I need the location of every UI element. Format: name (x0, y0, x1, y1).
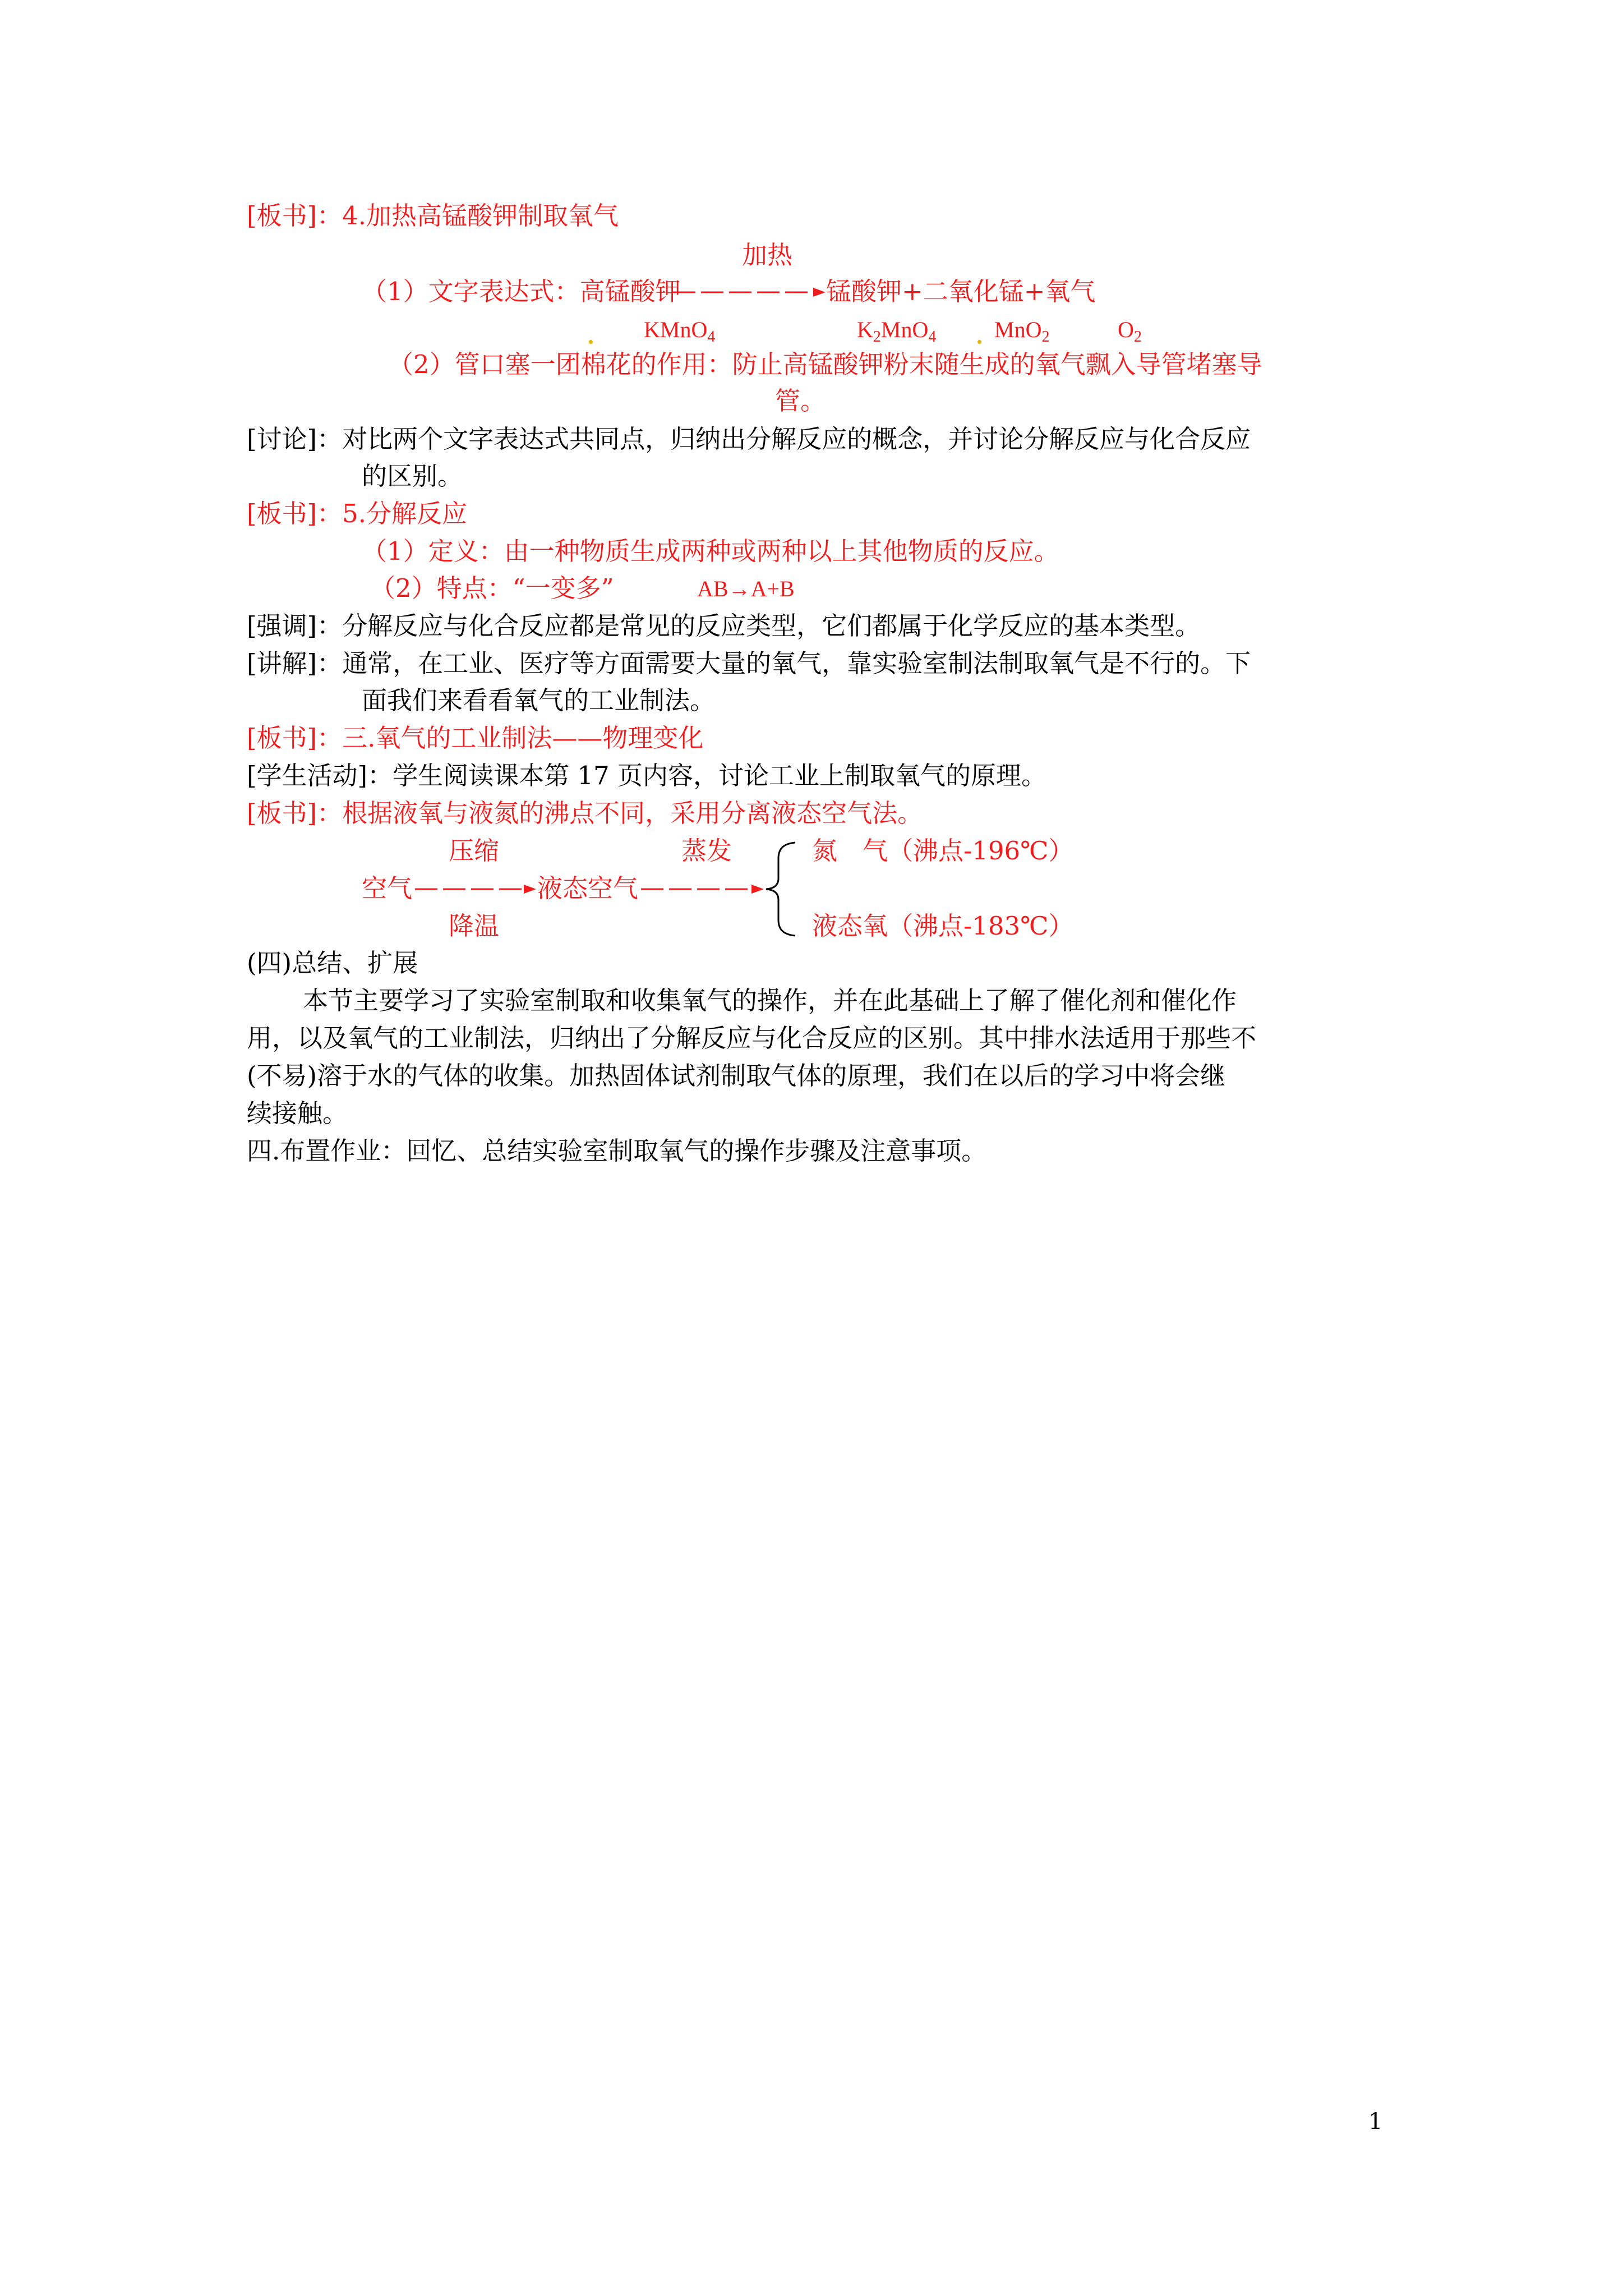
section-4-title: 4.加热高锰酸钾制取氧气 (342, 201, 619, 231)
explanation-tag: [讲解]： (247, 648, 343, 678)
reaction-arrow (673, 288, 826, 297)
summary-line4: 续接触。 (247, 1098, 348, 1128)
diagram-cool-label: 降温 (449, 911, 500, 941)
board-tag-label: [板书]： (247, 798, 343, 828)
diagram-liquid-oxygen: 液态氧（沸点-183℃） (812, 911, 1074, 941)
discussion-line2: 的区别。 (362, 461, 463, 491)
decomposition-feature: （2）特点：“一变多” (370, 573, 614, 603)
page-number: 1 (1368, 2109, 1383, 2134)
explanation-line1: 通常，在工业、医疗等方面需要大量的氧气，靠实验室制法制取氧气是不行的。下 (342, 648, 1251, 678)
diagram-evaporate-label: 蒸发 (681, 836, 732, 866)
word-equation-reactant: （1）文字表达式：高锰酸钾 (362, 277, 681, 306)
summary-line2: 用，以及氧气的工业制法，归纳出了分解反应与化合反应的区别。其中排水法适用于那些不 (247, 1023, 1257, 1053)
formula-mno2: MnO$_2$ (994, 317, 1050, 346)
formula-o2: $O_2$ (1118, 317, 1142, 346)
discussion-line1: 对比两个文字表达式共同点，归纳出分解反应的概念，并讨论分解反应与化合反应 (342, 424, 1251, 454)
decomposition-definition: （1）定义：由一种物质生成两种或两种以上其他物质的反应。 (362, 536, 1059, 566)
heat-condition: 加热 (742, 240, 793, 270)
diagram-air: 空气 (362, 873, 413, 903)
board-tag-label: [板书]： (247, 499, 343, 528)
board-tag-label: [板书]： (247, 723, 343, 753)
emphasis-tag: [强调]： (247, 611, 343, 641)
industrial-method-title: 三.氧气的工业制法——物理变化 (342, 723, 704, 753)
diagram-compress-label: 压缩 (449, 836, 500, 866)
split-brace (766, 843, 795, 936)
explanation-line2: 面我们来看看氧气的工业制法。 (362, 685, 716, 715)
diagram-liquid-air: 液态空气 (537, 873, 639, 903)
cotton-purpose-line2: 管。 (775, 386, 826, 416)
board-tag-label: [板书]： (247, 201, 343, 231)
word-equation-products: 锰酸钾+二氧化锰+氧气 (826, 277, 1096, 306)
compress-arrow (415, 885, 536, 894)
emphasis-text: 分解反应与化合反应都是常见的反应类型，它们都属于化学反应的基本类型。 (342, 611, 1201, 641)
summary-line1: 本节主要学习了实验室制取和收集氧气的操作，并在此基础上了解了催化剂和催化作 (303, 986, 1237, 1015)
cotton-purpose-line1: （2）管口塞一团棉花的作用：防止高锰酸钾粉末随生成的氧气飘入导管堵塞导 (388, 349, 1262, 379)
evaporate-arrow (641, 885, 764, 894)
summary-line3: (不易)溶于水的气体的收集。加热固体试剂制取气体的原理，我们在以后的学习中将会继 (247, 1061, 1226, 1091)
formula-kmno4: KMnO$_4$ (644, 317, 716, 346)
homework: 四.布置作业：回忆、总结实验室制取氧气的操作步骤及注意事项。 (247, 1136, 987, 1166)
diagram-nitrogen: 氮 气（沸点-196℃） (812, 836, 1074, 866)
decomposition-formula: AB→A+B (697, 576, 795, 601)
summary-heading: (四)总结、扩展 (247, 948, 418, 978)
section-5-title: 5.分解反应 (342, 499, 468, 528)
separation-principle: 根据液氧与液氮的沸点不同，采用分离液态空气法。 (342, 798, 923, 828)
student-activity-tag: [学生活动]： (247, 761, 393, 790)
student-activity-text: 学生阅读课本第 17 页内容，讨论工业上制取氧气的原理。 (393, 761, 1046, 790)
discussion-tag: [讨论]： (247, 424, 343, 454)
formula-k2mno4: $K_2MnO_4$ (857, 317, 937, 346)
